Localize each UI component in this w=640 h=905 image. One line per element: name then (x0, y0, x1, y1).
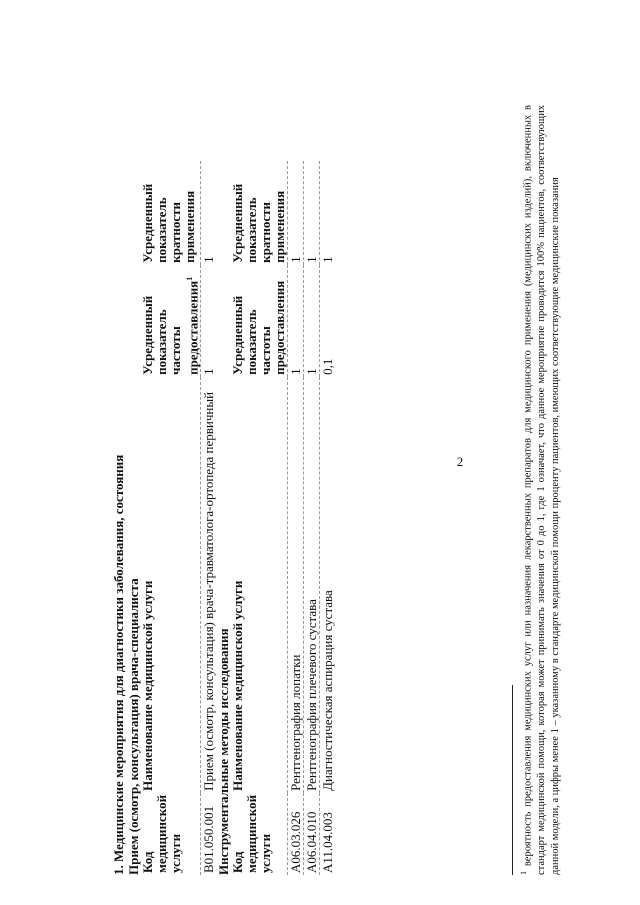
cell-frequency: 1 (201, 265, 217, 377)
header-frequency (141, 265, 201, 377)
cell-name: Диагностическая аспирация сустава (320, 377, 336, 793)
section-title: 1. Медицинские мероприятия для диагностики заболевания, состояния (111, 454, 126, 875)
table-header-row (231, 161, 288, 875)
cell-name: Прием (осмотр, консультация) врача-травматолога-ортопеда первичный (201, 377, 217, 793)
cell-frequency: 1 (304, 265, 320, 377)
cell-frequency: 1 (288, 265, 304, 377)
cell-multiplicity: 1 (288, 161, 304, 265)
header-multiplicity: Усредненный показатель кратности применения (140, 183, 197, 263)
cell-multiplicity: 1 (320, 161, 336, 265)
header-code: Код медицинской услуги (140, 794, 183, 873)
cell-frequency: 0,1 (320, 265, 336, 377)
instrumental-table (231, 161, 335, 875)
footnote (517, 105, 562, 875)
header-frequency: Усредненный показатель частоты предоставления (230, 280, 288, 375)
subsection-title-instrumental: Инструментальные методы исследования (216, 628, 232, 875)
cell-multiplicity: 1 (201, 161, 217, 265)
cell-code: A06.04.010 (304, 793, 320, 875)
table-header-row (141, 161, 201, 875)
footnote-text: вероятность предоставления медицинских услуг или назначения лекарственных препаратов для медицинского применения (медицинских изделий), включенных в стандарт медицинской помощи, которая может принимать значения от 0 до 1, где 1 означает, что данное мероприятие проводится 100% пациентов, соответствующих данной модели, а цифры менее 1 – указанному в стандарте медицинской помощи проценту пациентов, имеющих соответствующие медицинские показания (522, 104, 561, 875)
cell-name: Рентгенография плечевого сустава (304, 377, 320, 793)
table-row (201, 161, 217, 875)
header-name: Наименование медицинской услуги (230, 580, 246, 791)
table-row (304, 161, 320, 875)
subsection-title-consultation: Прием (осмотр, консультация) врача-специалиста (126, 578, 141, 875)
footnote-marker: 1 (519, 871, 528, 875)
page-number: 2 (456, 453, 464, 469)
header-frequency-text: Усредненный показатель частоты предоставления (140, 280, 201, 375)
cell-code: B01.050.001 (201, 793, 217, 875)
footnote-divider (512, 685, 513, 875)
table-row (288, 161, 304, 875)
consultation-table (141, 161, 216, 875)
cell-multiplicity: 1 (304, 161, 320, 265)
cell-code: A11.04.003 (320, 793, 336, 875)
footnote-ref: 1 (185, 276, 194, 281)
table-row (320, 161, 336, 875)
page-content (112, 105, 335, 875)
cell-code: A06.03.026 (288, 793, 304, 875)
cell-name: Рентгенография лопатки (288, 377, 304, 793)
header-name: Наименование медицинской услуги (140, 580, 155, 791)
header-code: Код медицинской услуги (230, 794, 274, 873)
header-multiplicity: Усредненный показатель кратности применения (230, 183, 288, 263)
